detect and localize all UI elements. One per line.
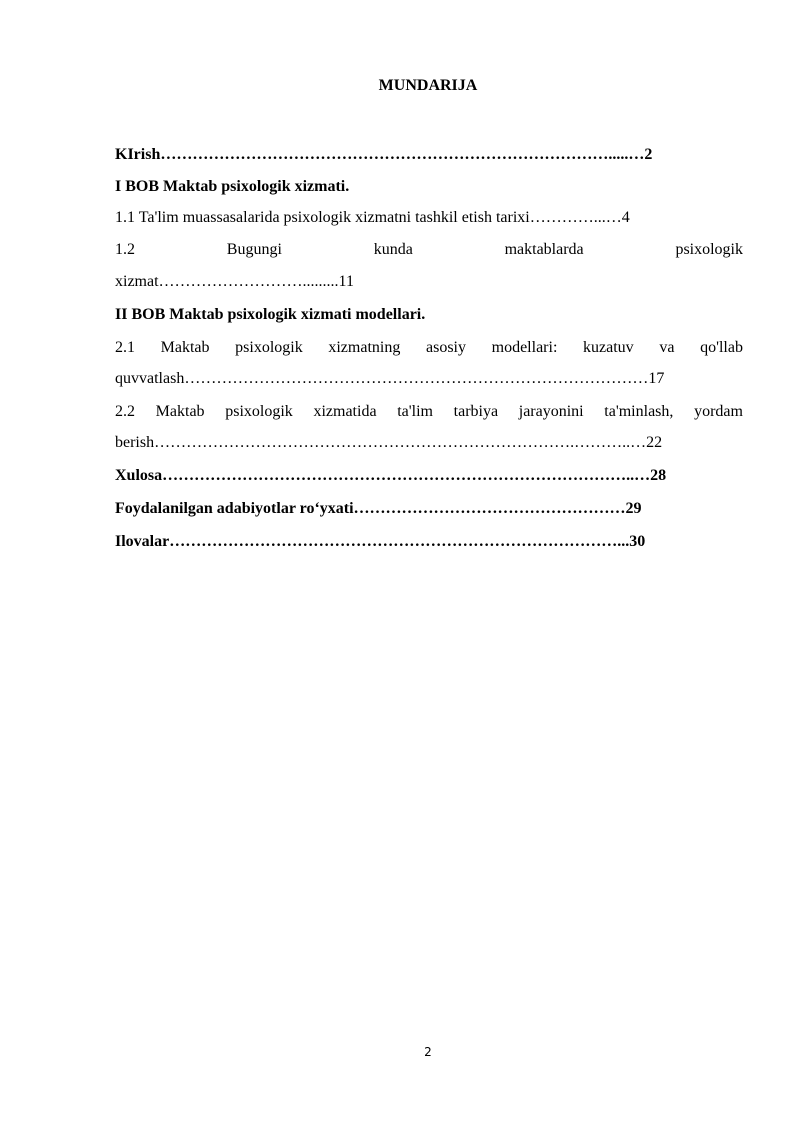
page-title: MUNDARIJA (378, 77, 478, 94)
toc-entry-2-2-word: 2.2 (115, 403, 135, 420)
toc-chapter-1-heading: I BOB Maktab psixologik xizmati. (115, 178, 350, 195)
toc-entry-2-2-word: psixologik (225, 403, 293, 420)
toc-entry-2-2-word: yordam (694, 403, 743, 420)
toc-entry-2-1-word: modellari: (491, 339, 558, 356)
toc-entry-1-2-word: kunda (373, 241, 413, 258)
toc-entry-2-1-word: asosiy (425, 339, 466, 356)
toc-entry-2-1-word: psixologik (235, 339, 303, 356)
toc-entry-2-2-continuation: berish…………………………………………………………………….………..…22 (115, 434, 663, 451)
toc-entry-1-2-word: maktablarda (504, 241, 584, 258)
page-number: 2 (424, 1045, 432, 1059)
toc-entry-2-1-word: qo'llab (700, 339, 743, 356)
toc-entry-2-2-word: Maktab (155, 403, 205, 420)
toc-entry-2-1-word: kuzatuv (583, 339, 634, 356)
toc-entry-2-1-word: 2.1 (115, 339, 135, 356)
toc-entry-2-1-continuation: quvvatlash……………………………………………………………………………17 (115, 370, 665, 387)
toc-entry-2-1-word: Maktab (160, 339, 210, 356)
toc-chapter-2-heading: II BOB Maktab psixologik xizmati modellari. (115, 306, 426, 323)
toc-entry-1-2-word: psixologik (675, 241, 743, 258)
toc-entry-2-2-word: jarayonini (518, 403, 584, 420)
toc-entry-2-1 (115, 338, 743, 358)
toc-entry-1-2-word: 1.2 (115, 241, 135, 258)
toc-entry-xulosa: Xulosa……………………………………………………………………………..…28 (115, 467, 667, 484)
toc-entry-2-2 (115, 402, 743, 422)
toc-entry-2-2-word: tarbiya (453, 403, 499, 420)
toc-entry-2-2-word: ta'lim (397, 403, 433, 420)
toc-entry-1-1: 1.1 Ta'lim muassasalarida psixologik xizmatni tashkil etish tarixi…………...…4 (115, 209, 630, 226)
toc-entry-1-2 (115, 240, 743, 260)
toc-entry-1-2-word: Bugungi (226, 241, 282, 258)
toc-entry-2-2-word: ta'minlash, (604, 403, 674, 420)
toc-entry-ilovalar: Ilovalar…………………………………………………………………………...30 (115, 533, 646, 550)
toc-entry-1-2-continuation: xizmat……………………….........11 (115, 273, 354, 290)
toc-entry-2-1-word: xizmatning (328, 339, 401, 356)
toc-entry-2-1-word: va (659, 339, 675, 356)
toc-entry-kirish: KIrish………………………………………………………………………….....…2 (115, 146, 653, 163)
toc-entry-adabiyotlar: Foydalanilgan adabiyotlar ro‘yxati……………………………………………29 (115, 500, 642, 517)
toc-entry-2-2-word: xizmatida (313, 403, 377, 420)
